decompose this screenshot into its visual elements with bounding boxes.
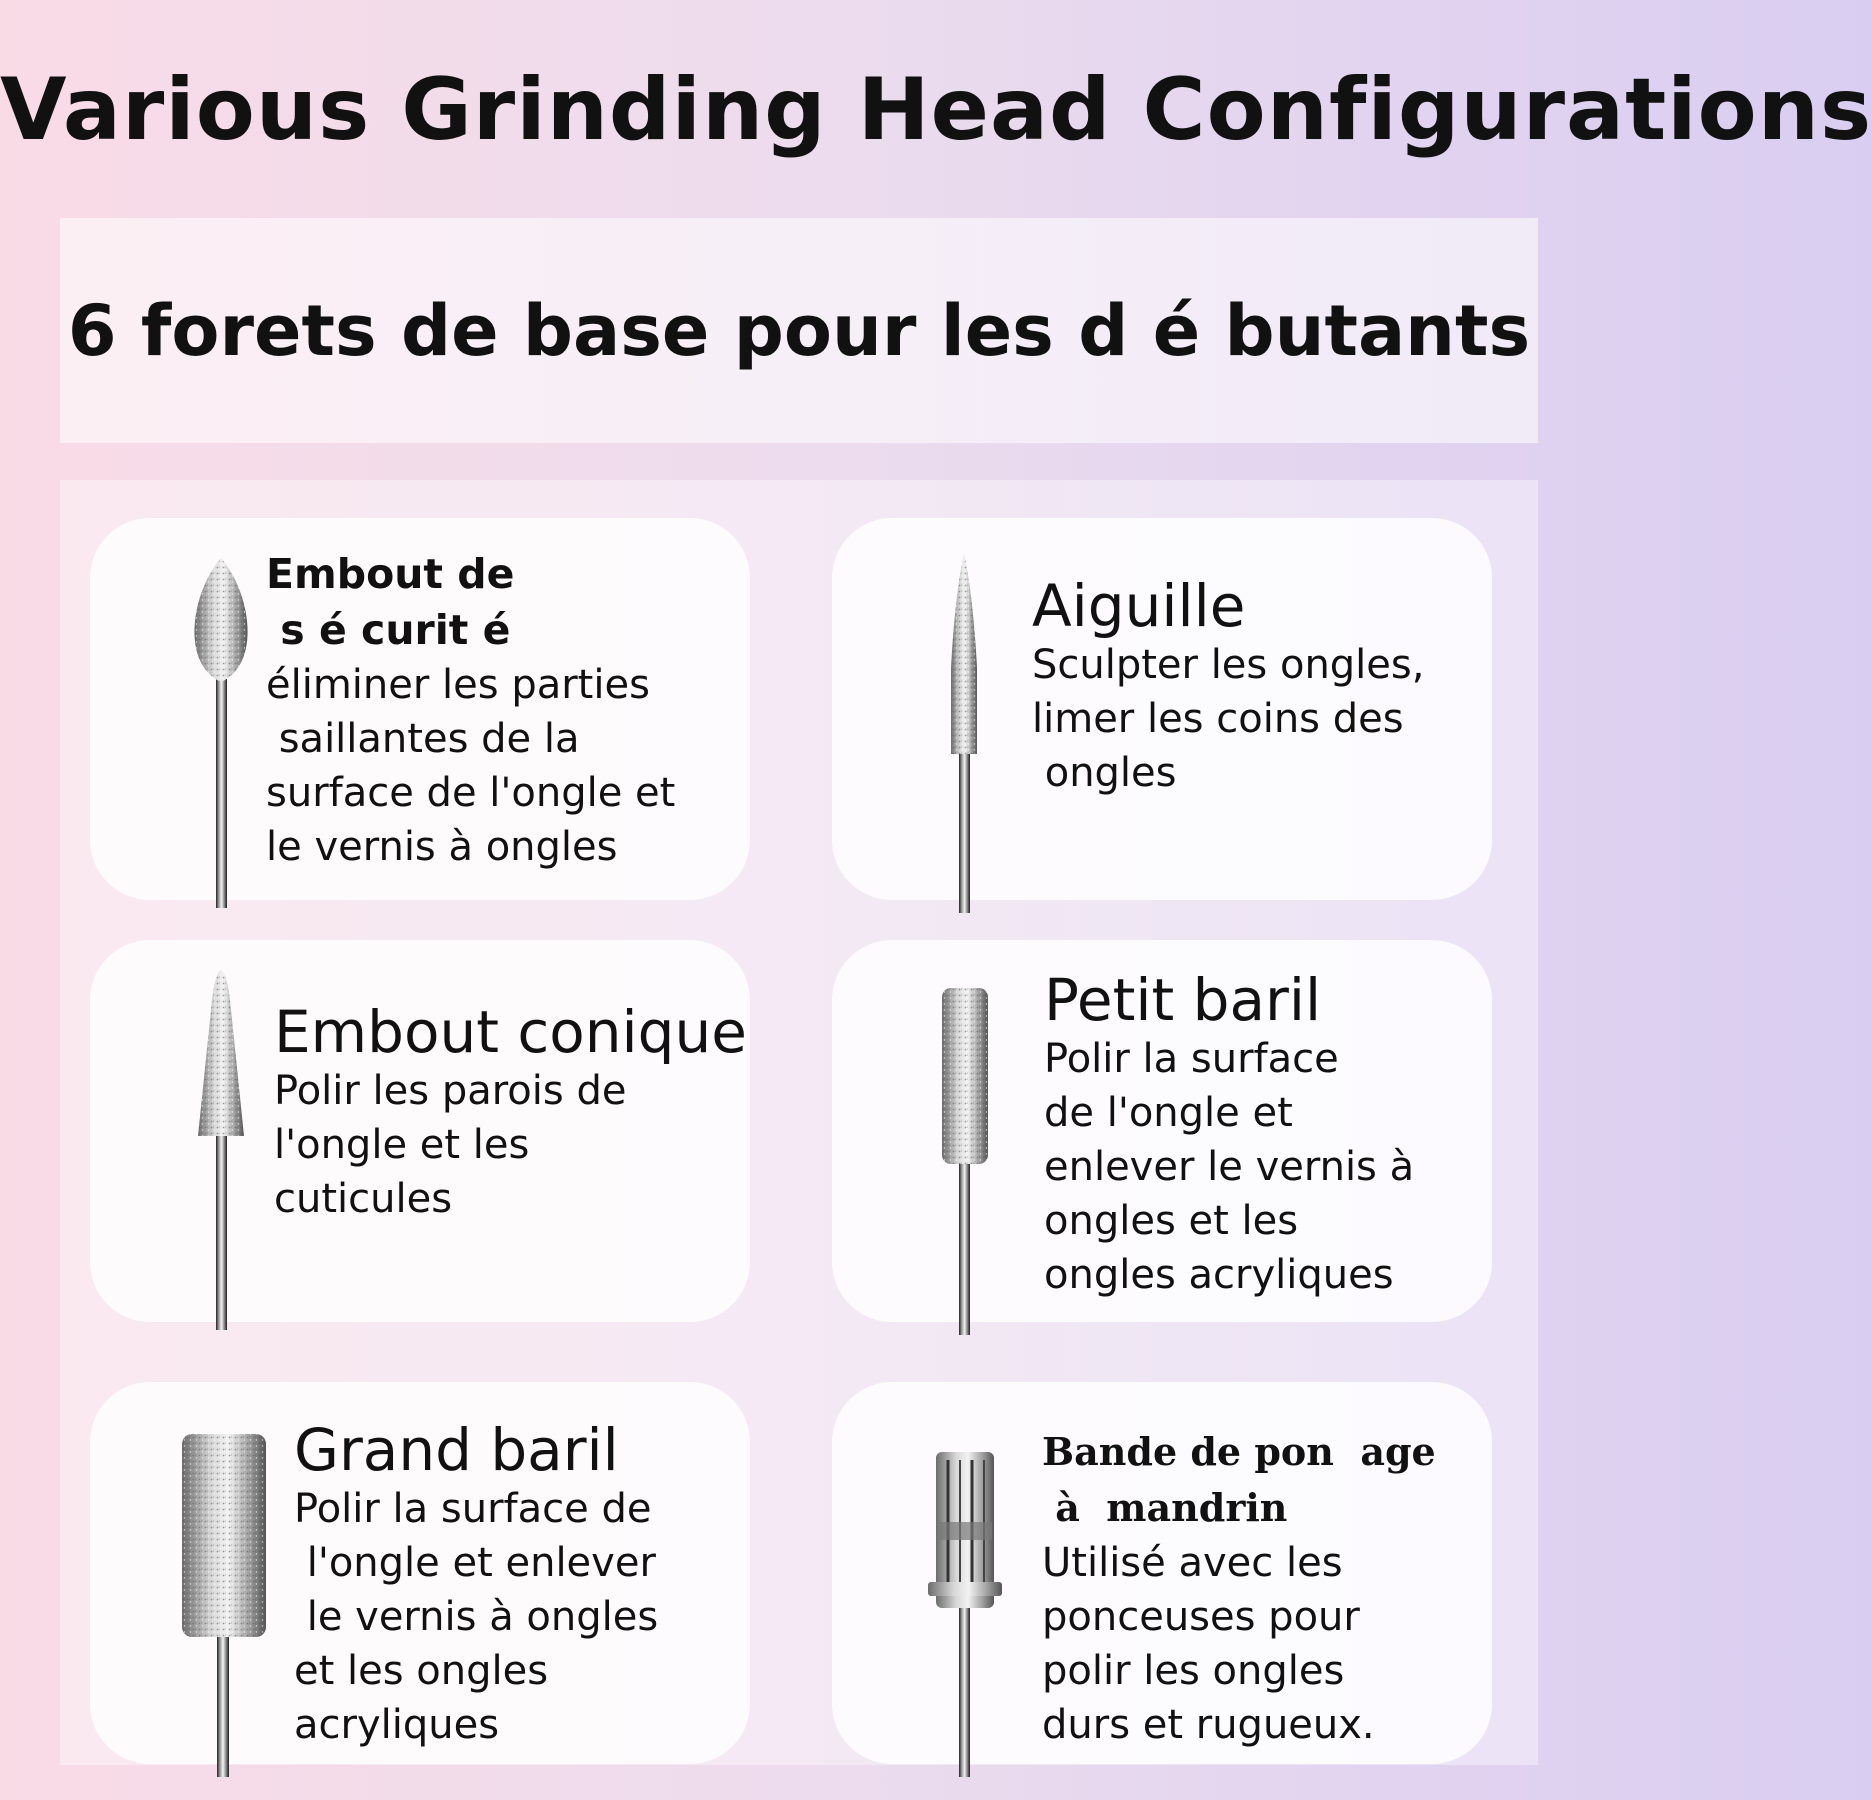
card-description-line: le vernis à ongles	[266, 824, 618, 870]
card-description-line: enlever le vernis à	[1044, 1144, 1415, 1190]
card-description-line: polir les ongles	[1042, 1648, 1345, 1694]
card-title-line: Bande de pon age	[1042, 1429, 1436, 1474]
flame-bit-icon	[90, 518, 290, 900]
card-petit-baril	[832, 940, 1492, 1322]
card-title: Embout conique	[274, 998, 747, 1066]
card-description-line: et les ongles	[294, 1648, 549, 1694]
needle-bit-icon	[832, 518, 1032, 900]
card-description-line: ongles	[1032, 750, 1177, 796]
card-description-line: éliminer les parties	[266, 662, 650, 708]
card-description-line: cuticules	[274, 1176, 453, 1222]
card-description-line: acryliques	[294, 1702, 500, 1748]
card-bande-poncage	[832, 1382, 1492, 1764]
card-title: Aiguille	[1032, 572, 1246, 640]
card-description-line: Polir les parois de	[274, 1068, 627, 1114]
card-description-line: ongles acryliques	[1044, 1252, 1394, 1298]
card-description-line: Sculpter les ongles,	[1032, 642, 1425, 688]
card-description-line: Polir la surface de	[294, 1486, 652, 1532]
card-title-line: Embout de	[266, 550, 515, 598]
card-title: Petit baril	[1044, 966, 1322, 1034]
card-aiguille	[832, 518, 1492, 900]
sanding-mandrel-bit-icon	[832, 1382, 1032, 1764]
subtitle: 6 forets de base pour les d é butants	[67, 289, 1531, 372]
card-description-line: de l'ongle et	[1044, 1090, 1293, 1136]
card-description-line: l'ongle et les	[274, 1122, 530, 1168]
small-barrel-bit-icon	[832, 940, 1032, 1322]
card-description-line: l'ongle et enlever	[294, 1540, 656, 1586]
card-description-line: saillantes de la	[266, 716, 580, 762]
cone-bit-icon	[90, 940, 290, 1322]
large-barrel-bit-icon	[90, 1382, 310, 1764]
card-description-line: ponceuses pour	[1042, 1594, 1360, 1640]
card-description-line: durs et rugueux.	[1042, 1702, 1375, 1748]
page-title: Various Grinding Head Configurations	[0, 60, 1872, 160]
card-title: Grand baril	[294, 1416, 619, 1484]
card-description-line: Utilisé avec les	[1042, 1540, 1343, 1586]
card-title-line: s é curit é	[266, 606, 511, 654]
card-description-line: ongles et les	[1044, 1198, 1299, 1244]
card-description-line: limer les coins des	[1032, 696, 1404, 742]
card-grand-baril	[90, 1382, 750, 1764]
card-embout-securite	[90, 518, 750, 900]
subtitle-banner	[60, 218, 1538, 443]
card-embout-conique	[90, 940, 750, 1322]
card-description-line: surface de l'ongle et	[266, 770, 676, 816]
card-description-line: Polir la surface	[1044, 1036, 1339, 1082]
card-description-line: le vernis à ongles	[294, 1594, 659, 1640]
card-title-line: à mandrin	[1042, 1485, 1288, 1530]
